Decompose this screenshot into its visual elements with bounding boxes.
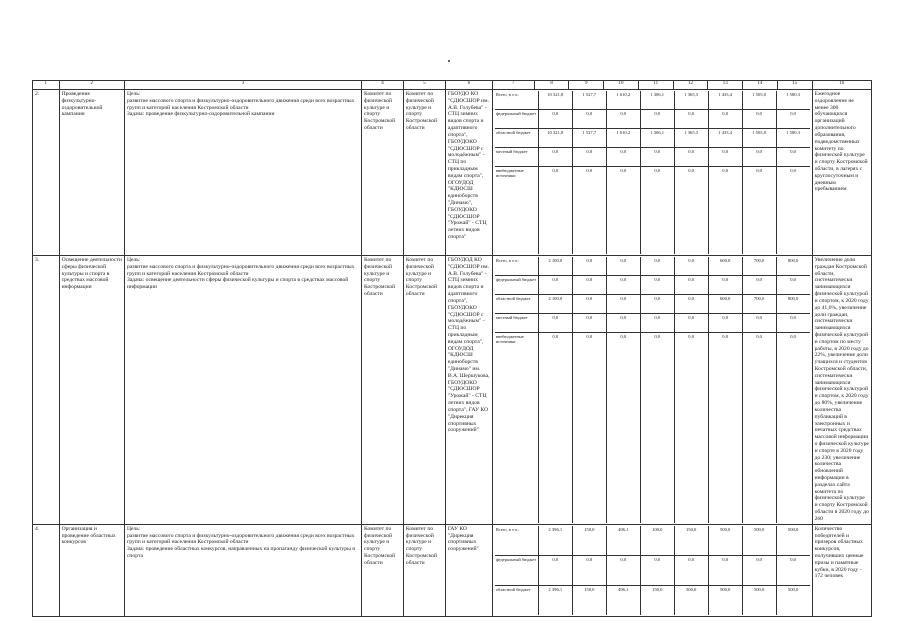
funding-amount: 0,0 (573, 257, 607, 275)
participants: ГБОУДОД КО "СДЮСШОР им. А.В. Голубева" - СТЦ зимних видов спорта и адаптивного спорта", ГБОУДОКО "СДЮСШОР с молодёжным" - СТЦ по прикладным видам спорта", ОГОУДОД "КДЮСШ единоборств "Динамо" им. В.А. Шершукова, ГБОУДОКО "СДЮСШОР "Урожай" - СТЦ летних видов спорта", ГАУ КО "Дирекция спортивных сооружений" (445, 256, 492, 525)
funding-source-label: внебюджетные источники (495, 333, 539, 523)
funding-amount: 0,0 (607, 276, 641, 294)
funding-amount: 0,0 (607, 333, 641, 523)
funding-amount: 0,0 (790, 315, 796, 320)
funding-amount: 0,0 (539, 276, 573, 294)
funding-amount: 0,0 (641, 314, 675, 332)
funding-amount: 500,0 (743, 526, 777, 555)
funding-source-label: областной бюджет (495, 295, 539, 313)
funding-source-label: областной бюджет (495, 129, 539, 147)
funding-source-line (495, 333, 810, 523)
funding-amount: 700,0 (743, 257, 777, 275)
funding-amount: 0,0 (675, 167, 709, 254)
funding-amount: 500,0 (787, 526, 799, 532)
funding-amount: 0,0 (790, 334, 796, 339)
measure-name: Организация и проведение областных конкурсов (59, 524, 124, 616)
funding-amount: 0,0 (539, 333, 573, 523)
funding-source-line (495, 314, 810, 333)
executor: Комитет по физической культуре и спорту Костромской области (362, 256, 404, 525)
funding-source-label: Всего, в т.ч.: (495, 257, 539, 275)
coordinator: Комитет по физической культуре и спорту Костромской области (403, 90, 445, 256)
funding-source-label: внебюджетные источники (495, 167, 539, 254)
measure-name: Освещение деятельности сферы физической культуры и спорта в средствах массовой информации (59, 256, 124, 525)
funding-amount: 700,0 (743, 295, 777, 313)
funding-source-line (495, 295, 810, 314)
funding-amount: 150,0 (573, 526, 607, 555)
funding-amount: 0,0 (709, 333, 743, 523)
funding-amount: 0,0 (790, 556, 796, 562)
column-number: 3 (124, 81, 361, 90)
funding-amount: 2 396,1 (539, 586, 573, 615)
funding-amount: 0,0 (607, 148, 641, 166)
funding-amount: 1 365,3 (675, 129, 709, 147)
funding-source-label: федеральный бюджет (495, 556, 539, 585)
funding-amount: 1 527,7 (573, 129, 607, 147)
goal-text: развитие массового спорта и физкультурно-оздоровительного движения среди всех возрастных групп и категорий населения Костромской области (126, 97, 355, 111)
funding-amount: 2 100,0 (539, 295, 573, 313)
funding-amount: 1 306,1 (641, 91, 675, 109)
funding-amount: 0,0 (607, 167, 641, 254)
funding-amount: 0,0 (641, 276, 675, 294)
column-number: 13 (708, 81, 743, 90)
goal-label: Цель: (126, 525, 141, 532)
funding-amount: 800,0 (787, 296, 799, 301)
goal-label: Цель: (126, 257, 141, 263)
funding-amount: 0,0 (709, 276, 743, 294)
funding-source-line (495, 148, 810, 167)
column-number: 16 (812, 81, 871, 90)
funding-amount: 150,0 (641, 586, 675, 615)
funding-amount: 0,0 (709, 314, 743, 332)
funding-amount: 0,0 (573, 295, 607, 313)
funding-amount: 0,0 (607, 257, 641, 275)
funding-amount: 0,0 (573, 314, 607, 332)
goal-label: Цель: (126, 91, 141, 97)
funding-amount: 1 306,1 (641, 129, 675, 147)
funding-source-line (495, 526, 810, 556)
expected-result: Количество победителей и призеров областных конкурсов, получивших ценные призы и памятные кубки, в 2020 году - 172 человек (812, 524, 871, 616)
funding-amount: 0,0 (573, 333, 607, 523)
column-number: 2 (59, 81, 124, 90)
funding-amount: 0,0 (743, 314, 777, 332)
participants: ГБОУДО КО "СДЮСШОР им. А.В. Голубева" - СТЦ зимних видов спорта и адаптивного спорта", ГБОУДОКО "СДЮСШОР с молодёжным" - СТЦ по прикладным видам спорта", ОГОУДОД "КДЮСШ единоборств "Динамо", ГБОУДОКО "СДЮСШОР "Урожай" - СТЦ летних видов спорта" (445, 90, 492, 256)
goal-task-cell (124, 256, 361, 525)
expected-result: Ежегодное оздоровление не менее 300 обучающихся организаций дополнительного образования, подведомственных комитету по физической культуре и спорту Костромской области, в лагерях с круглосуточным и дневным пребыванием (812, 90, 871, 256)
funding-amount: 1 365,3 (675, 91, 709, 109)
measure-name: Проведение физкультурно-оздоровительной кампании (59, 90, 124, 256)
funding-amount: 0,0 (607, 110, 641, 128)
funding-amount: 0,0 (539, 314, 573, 332)
table-row (33, 256, 872, 525)
column-number-row (33, 81, 872, 90)
column-number: 14 (743, 81, 778, 90)
column-number: 8 (534, 81, 569, 90)
column-number: 12 (673, 81, 708, 90)
funding-amount: 1 433,4 (709, 129, 743, 147)
funding-amount: 0,0 (539, 110, 573, 128)
coordinator: Комитет по физической культуре и спорту Костромской области (403, 524, 445, 616)
column-number: 1 (33, 81, 60, 90)
funding-amount: 500,0 (709, 526, 743, 555)
funding-amount: 0,0 (573, 276, 607, 294)
funding-amount: 500,0 (743, 586, 777, 615)
funding-amount: 500,0 (787, 586, 799, 592)
column-number: 5 (403, 81, 445, 90)
executor: Комитет по физической культуре и спорту Костромской области (362, 524, 404, 616)
funding-amount: 0,0 (675, 556, 709, 585)
funding-amount: 1 433,4 (709, 91, 743, 109)
funding-amount: 0,0 (743, 276, 777, 294)
funding-amount: 0,0 (573, 556, 607, 585)
funding-amount: 2 100,0 (539, 257, 573, 275)
funding-amount: 0,0 (790, 111, 796, 116)
funding-amount: 0,0 (675, 110, 709, 128)
program-table (32, 80, 872, 617)
funding-amount: 0,0 (539, 556, 573, 585)
funding-amount: 0,0 (743, 110, 777, 128)
funding-amount: 600,0 (709, 295, 743, 313)
funding-amount: 0,0 (641, 556, 675, 585)
funding-source-label: Всего, в т.ч.: (495, 91, 539, 109)
funding-amount: 0,0 (743, 148, 777, 166)
funding-amount: 500,0 (709, 586, 743, 615)
goal-task-cell (124, 524, 361, 616)
funding-amount: 496,1 (607, 526, 641, 555)
funding-amount: 0,0 (573, 148, 607, 166)
funding-amount: 1 505,0 (743, 91, 777, 109)
funding-amount: 496,1 (607, 586, 641, 615)
row-number: 2. (33, 90, 60, 256)
funding-amount: 1 505,0 (743, 129, 777, 147)
column-number: 10 (604, 81, 639, 90)
funding-source-label: федеральный бюджет (495, 110, 539, 128)
funding-source-line (495, 276, 810, 295)
funding-source-label: Всего, в т.ч.: (495, 526, 539, 555)
funding-amount: 0,0 (790, 168, 796, 173)
funding-source-line (495, 556, 810, 586)
funding-source-label: местный бюджет (495, 314, 539, 332)
expected-result: Увеличение доли граждан Костромской области, систематически занимающихся физической культурой и спортом, к 2020 году до 41,6%, увеличение доли граждан, систематически занимающихся физической культурой и спортом по месту работы, в 2020 году до 22%, увеличение доли учащихся и студентов Костромской области, систематически занимающихся физической культурой и спортом, к 2020 году до 80%, увеличение количества публикаций в электронных и печатных средствах массовой информации о физической культуре и спорте в 2020 году до 230; увеличение количества обновлений информации в разделах сайта комитета по физической культуре и спорту Костромской области в 2020 году до 260 (812, 256, 871, 525)
funding-amount: 0,0 (641, 257, 675, 275)
funding-amount: 0,0 (675, 314, 709, 332)
funding-source-line (495, 91, 810, 110)
funding-amount: 0,0 (573, 110, 607, 128)
funding-amount: 0,0 (675, 295, 709, 313)
financing-block (492, 256, 812, 525)
participants: ГАУ КО "Дирекция спортивных сооружений" (445, 524, 492, 616)
table-row (33, 524, 872, 616)
funding-source-label: федеральный бюджет (495, 276, 539, 294)
funding-source-line (495, 257, 810, 276)
funding-amount: 0,0 (790, 149, 796, 154)
funding-amount: 0,0 (641, 333, 675, 523)
funding-amount: 0,0 (709, 167, 743, 254)
column-number: 6 (445, 81, 492, 90)
funding-amount: 800,0 (787, 258, 799, 263)
funding-amount: 0,0 (641, 148, 675, 166)
funding-amount: 1 610,2 (607, 91, 641, 109)
funding-amount: 0,0 (790, 277, 796, 282)
table-row (33, 90, 872, 256)
funding-amount: 0,0 (607, 314, 641, 332)
column-number: 11 (638, 81, 673, 90)
scan-dot (448, 60, 450, 62)
financing-block (492, 524, 812, 616)
funding-source-line (495, 167, 810, 254)
funding-amount: 0,0 (539, 167, 573, 254)
funding-amount: 10 321,8 (539, 129, 573, 147)
financing-block (492, 90, 812, 256)
row-number: 3. (33, 256, 60, 525)
funding-amount: 0,0 (709, 110, 743, 128)
goal-text: развитие массового спорта и физкультурно-оздоровительного движения среди всех возрастных групп и категорий населения Костромской области (126, 532, 355, 546)
funding-amount: 0,0 (709, 556, 743, 585)
funding-amount: 0,0 (607, 556, 641, 585)
funding-amount: 10 321,8 (539, 91, 573, 109)
funding-amount: 0,0 (573, 167, 607, 254)
executor: Комитет по физической культуре и спорту Костромской области (362, 90, 404, 256)
funding-amount: 0,0 (641, 295, 675, 313)
funding-amount: 100,0 (641, 526, 675, 555)
funding-amount: 0,0 (675, 148, 709, 166)
goal-text: развитие массового спорта и физкультурно-оздоровительного движения среди всех возрастных групп и категорий населения Костромской области (126, 263, 355, 277)
funding-amount: 0,0 (539, 148, 573, 166)
funding-source-label: местный бюджет (495, 148, 539, 166)
column-number: 9 (569, 81, 604, 90)
row-number: 4. (33, 524, 60, 616)
funding-amount: 150,0 (675, 526, 709, 555)
funding-amount: 0,0 (675, 333, 709, 523)
goal-task-cell (124, 90, 361, 256)
funding-amount: 1 580,3 (786, 130, 800, 135)
funding-amount: 0,0 (675, 276, 709, 294)
funding-source-line (495, 586, 810, 615)
column-number: 7 (492, 81, 534, 90)
funding-amount: 0,0 (641, 110, 675, 128)
funding-source-line (495, 129, 810, 148)
funding-amount: 0,0 (641, 167, 675, 254)
funding-amount: 0,0 (743, 556, 777, 585)
column-number: 4 (362, 81, 404, 90)
task-text: Задача: проведение областных конкурсов, направленных на пропаганду физической культуры и спорта (126, 546, 356, 559)
coordinator: Комитет по физической культуре и спорту Костромской области (403, 256, 445, 525)
funding-source-label: областной бюджет (495, 586, 539, 615)
task-text: Задача: проведение физкультурно-оздоровительной кампании (126, 111, 275, 118)
funding-source-line (495, 110, 810, 129)
funding-amount: 0,0 (709, 148, 743, 166)
funding-amount: 500,0 (675, 586, 709, 615)
funding-amount: 0,0 (743, 333, 777, 523)
funding-amount: 600,0 (709, 257, 743, 275)
funding-amount: 1 610,2 (607, 129, 641, 147)
funding-amount: 0,0 (743, 167, 777, 254)
column-number: 15 (777, 81, 812, 90)
funding-amount: 150,0 (573, 586, 607, 615)
funding-amount: 0,0 (675, 257, 709, 275)
task-text: Задача: освещение деятельности сферы физической культуры и спорта в средствах массовой информации (126, 277, 349, 291)
funding-amount: 1 580,3 (786, 92, 800, 97)
funding-amount: 1 527,7 (573, 91, 607, 109)
funding-amount: 0,0 (607, 295, 641, 313)
funding-amount: 2 396,1 (539, 526, 573, 555)
